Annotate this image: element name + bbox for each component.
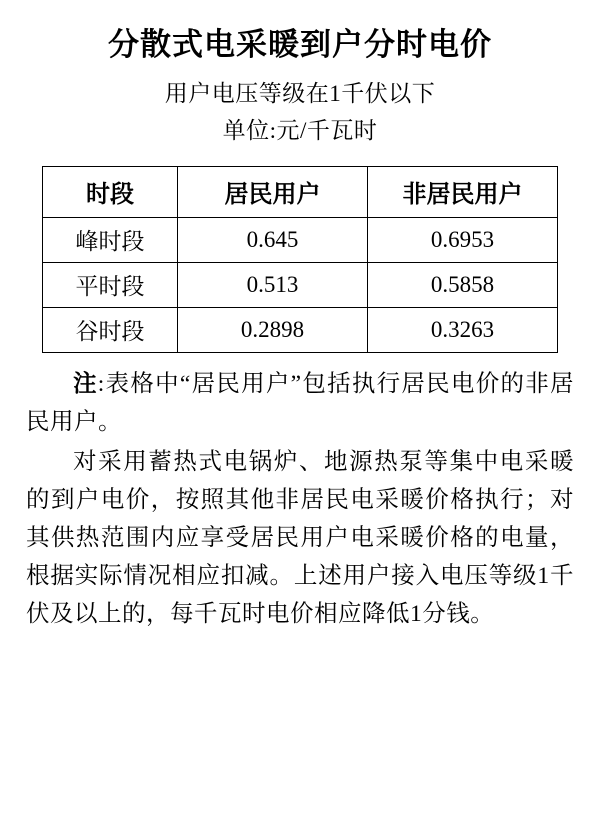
cell-non-residential-rate: 0.6953 [368, 217, 558, 262]
cell-non-residential-rate: 0.3263 [368, 307, 558, 352]
table-row [43, 262, 558, 307]
subtitle-unit: 单位:元/千瓦时 [222, 117, 378, 143]
notes-section [26, 365, 574, 633]
note-text-first: :表格中“居民用户”包括执行居民电价的非居民用户。 [26, 370, 575, 435]
rate-table [42, 166, 558, 353]
column-header-residential: 居民用户 [178, 166, 368, 217]
cell-residential-rate: 0.513 [178, 262, 368, 307]
cell-period: 谷时段 [43, 307, 178, 352]
table-row [43, 307, 558, 352]
subtitle-voltage-level: 用户电压等级在1千伏以下 [164, 81, 436, 107]
column-header-non-residential: 非居民用户 [368, 166, 558, 217]
cell-non-residential-rate: 0.5858 [368, 262, 558, 307]
cell-residential-rate: 0.2898 [178, 307, 368, 352]
table-row [43, 217, 558, 262]
table-header-row [43, 166, 558, 217]
note-paragraph-second: 对采用蓄热式电锅炉、地源热泵等集中电采暖的到户电价，按照其他非居民电采暖价格执行；对其供热范围内应享受居民用户电采暖价格的电量，根据实际情况相应扣减。上述用户接入电压等级1千伏及以上的，每千瓦时电价相应降低1分钱。 [26, 448, 574, 627]
page-title: 分散式电采暖到户分时电价 [108, 27, 492, 62]
document-page [0, 28, 600, 828]
note-paragraph-first [26, 365, 574, 441]
cell-period: 峰时段 [43, 217, 178, 262]
note-label: 注 [73, 370, 98, 397]
cell-residential-rate: 0.645 [178, 217, 368, 262]
cell-period: 平时段 [43, 262, 178, 307]
column-header-period: 时段 [43, 166, 178, 217]
